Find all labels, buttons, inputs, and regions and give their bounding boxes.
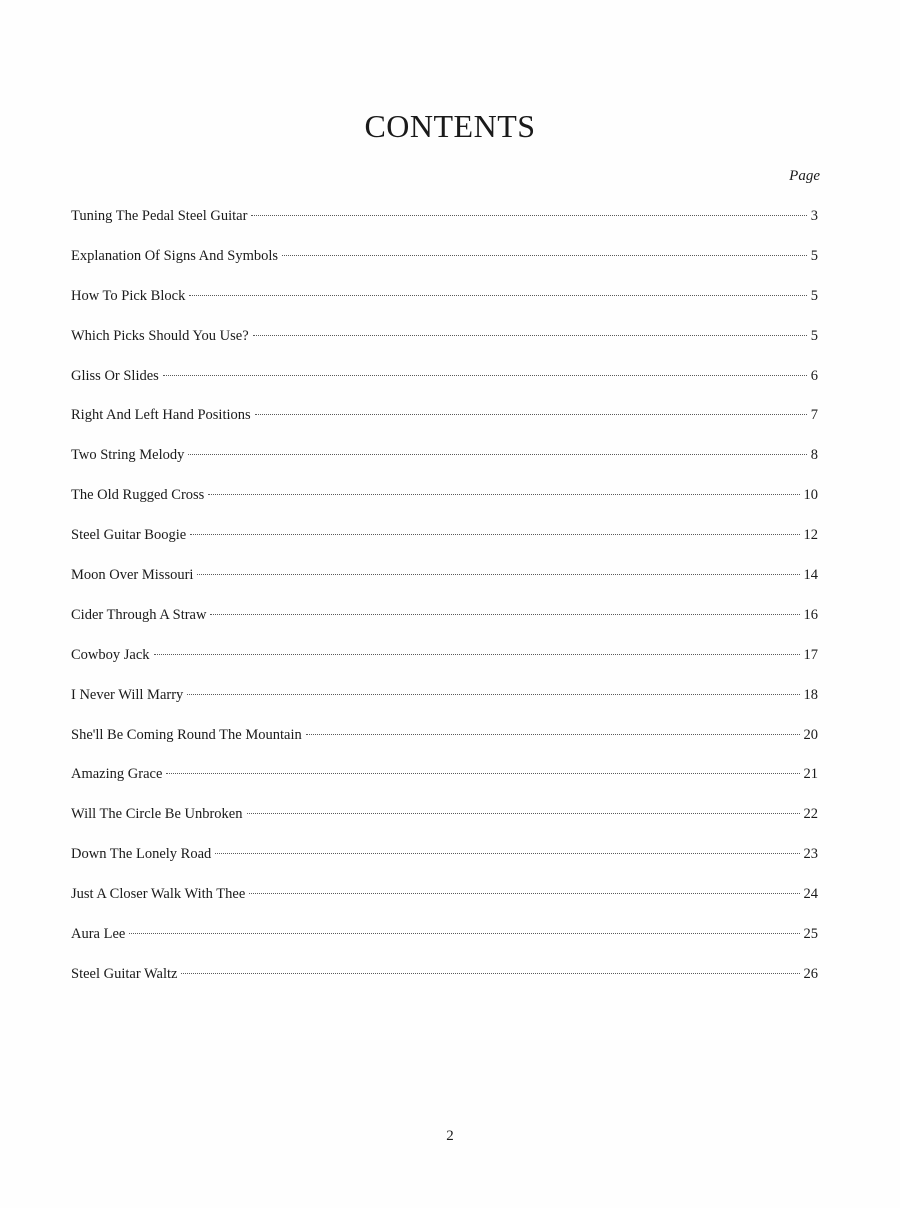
dot-leader xyxy=(306,734,800,735)
toc-entry-title: Gliss Or Slides xyxy=(71,367,159,384)
toc-entry-title: Down The Lonely Road xyxy=(71,846,212,863)
toc-entry-page: 20 xyxy=(803,726,818,743)
dot-leader xyxy=(208,494,799,495)
toc-entry-title: Cowboy Jack xyxy=(71,646,150,663)
toc-entry[interactable] xyxy=(71,205,818,245)
toc-entry-page: 17 xyxy=(803,646,818,663)
toc-entry[interactable] xyxy=(71,963,818,1003)
dot-leader xyxy=(253,335,807,336)
toc-entry-title: The Old Rugged Cross xyxy=(71,487,205,504)
dot-leader xyxy=(166,773,799,774)
dot-leader xyxy=(247,813,800,814)
toc-entry-page: 14 xyxy=(803,567,818,584)
toc-entry-page: 10 xyxy=(803,487,818,504)
table-of-contents xyxy=(71,205,818,1003)
toc-entry-page: 22 xyxy=(803,806,818,823)
toc-entry[interactable] xyxy=(71,365,818,405)
toc-entry[interactable] xyxy=(71,245,818,285)
toc-entry-page: 18 xyxy=(803,686,818,703)
toc-entry-page: 16 xyxy=(803,606,818,623)
dot-leader xyxy=(282,255,807,256)
toc-entry-page: 24 xyxy=(803,886,818,903)
dot-leader xyxy=(251,215,806,216)
dot-leader xyxy=(249,893,799,894)
toc-entry-title: Amazing Grace xyxy=(71,766,163,783)
toc-entry-page: 8 xyxy=(810,447,818,464)
toc-entry[interactable] xyxy=(71,604,818,644)
dot-leader xyxy=(190,534,799,535)
toc-entry-page: 3 xyxy=(810,208,818,224)
toc-entry-title: Cider Through A Straw xyxy=(71,606,207,623)
toc-entry[interactable] xyxy=(71,484,818,524)
toc-entry[interactable] xyxy=(71,803,818,843)
dot-leader xyxy=(189,295,806,296)
toc-entry[interactable] xyxy=(71,644,818,684)
toc-entry[interactable] xyxy=(71,684,818,724)
toc-entry[interactable] xyxy=(71,404,818,444)
toc-entry-page: 26 xyxy=(803,965,818,982)
toc-entry[interactable] xyxy=(71,325,818,365)
toc-entry[interactable] xyxy=(71,923,818,963)
toc-entry-title: She'll Be Coming Round The Mountain xyxy=(71,726,302,743)
toc-entry[interactable] xyxy=(71,883,818,923)
toc-entry[interactable] xyxy=(71,524,818,564)
toc-entry-page: 25 xyxy=(803,926,818,943)
toc-entry-page: 7 xyxy=(810,407,818,424)
toc-entry-title: Explanation Of Signs And Symbols xyxy=(71,247,279,264)
toc-entry-title: Which Picks Should You Use? xyxy=(71,327,249,344)
toc-entry[interactable] xyxy=(71,724,818,764)
toc-entry[interactable] xyxy=(71,843,818,883)
toc-entry-page: 5 xyxy=(810,327,818,344)
dot-leader xyxy=(188,454,806,455)
footer-page-number: 2 xyxy=(446,1128,454,1144)
toc-entry-title: Steel Guitar Waltz xyxy=(71,965,178,982)
toc-entry-title: I Never Will Marry xyxy=(71,686,184,703)
dot-leader xyxy=(215,853,799,854)
dot-leader xyxy=(154,654,800,655)
toc-entry[interactable] xyxy=(71,444,818,484)
page-column-header: Page xyxy=(789,168,820,184)
dot-leader xyxy=(210,614,799,615)
toc-entry-title: Tuning The Pedal Steel Guitar xyxy=(71,208,248,224)
toc-entry-title: How To Pick Block xyxy=(71,287,186,304)
toc-entry-page: 12 xyxy=(803,527,818,544)
toc-entry-page: 6 xyxy=(810,367,818,384)
dot-leader xyxy=(163,375,807,376)
toc-entry-page: 5 xyxy=(810,287,818,304)
toc-entry-title: Steel Guitar Boogie xyxy=(71,527,187,544)
toc-entry-title: Right And Left Hand Positions xyxy=(71,407,251,424)
toc-entry-page: 21 xyxy=(803,766,818,783)
toc-entry-title: Will The Circle Be Unbroken xyxy=(71,806,243,823)
dot-leader xyxy=(197,574,799,575)
toc-entry[interactable] xyxy=(71,285,818,325)
toc-entry[interactable] xyxy=(71,564,818,604)
toc-entry-page: 5 xyxy=(810,247,818,264)
dot-leader xyxy=(187,694,799,695)
dot-leader xyxy=(181,973,799,974)
toc-entry-title: Just A Closer Walk With Thee xyxy=(71,886,246,903)
toc-entry-title: Moon Over Missouri xyxy=(71,567,194,584)
dot-leader xyxy=(255,414,807,415)
page-title: CONTENTS xyxy=(364,108,536,144)
toc-entry-title: Aura Lee xyxy=(71,926,126,943)
toc-entry-title: Two String Melody xyxy=(71,447,185,464)
toc-entry[interactable] xyxy=(71,763,818,803)
toc-entry-page: 23 xyxy=(803,846,818,863)
dot-leader xyxy=(129,933,799,934)
